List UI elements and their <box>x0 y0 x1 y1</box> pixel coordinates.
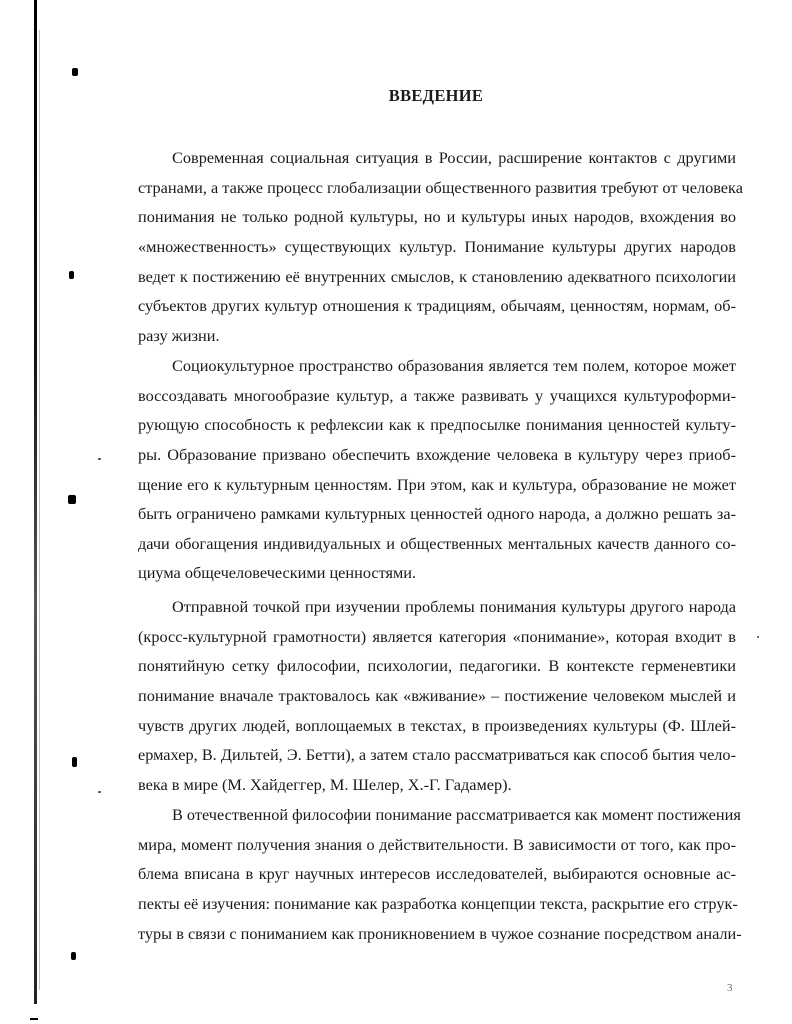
scan-edge-line <box>34 0 37 1004</box>
text-line: (кросс-культурной грамотности) является категория «понимание», которая входит в <box>138 626 736 646</box>
binding-hole-mark <box>69 271 74 279</box>
scan-speck <box>98 458 101 460</box>
binding-hole-mark <box>72 757 77 767</box>
text-line: «множественность» существующих культур. Понимание культуры других народов <box>138 236 736 256</box>
text-line: рующую способность к рефлексии как к предпосылке понимания ценностей культу- <box>138 415 736 435</box>
text-line: мира, момент получения знания о действительности. В зависимости от того, как про- <box>138 834 736 854</box>
text-line: понимание вначале трактовалось как «вживание» – постижение человеком мыслей и <box>138 685 736 705</box>
text-line: щение его к культурным ценностям. При этом, как и культура, образование не может <box>138 474 736 494</box>
scan-edge-mark <box>30 1018 38 1020</box>
text-line: разу жизни. <box>138 325 220 345</box>
text-line: ермахер, В. Дильтей, Э. Бетти), а затем стало рассматриваться как способ бытия чело- <box>138 745 736 765</box>
text-line: понятийную сетку философии, психологии, педагогики. В контексте герменевтики <box>138 656 736 676</box>
text-line: циума общечеловеческими ценностями. <box>138 563 417 583</box>
binding-hole-mark <box>71 952 76 960</box>
binding-hole-mark <box>68 495 76 504</box>
paragraph-1 <box>138 143 743 350</box>
paragraph-3 <box>138 592 736 799</box>
text-line: Социокультурное пространство образования является тем полем, которое может <box>172 356 736 375</box>
scan-speck <box>98 791 101 793</box>
text-line: быть ограничено рамками культурных ценностей одного народа, а должно решать за- <box>138 504 736 524</box>
text-line: Современная социальная ситуация в России, расширение контактов с другими <box>172 148 736 167</box>
text-line: странами, а также процесс глобализации общественного развития требуют от человека <box>138 177 743 197</box>
text-line: дачи обогащения индивидуальных и общественных ментальных качеств данного со- <box>138 533 736 553</box>
text-line: субъектов других культур отношения к традициям, обычаям, ценностям, нормам, об- <box>138 296 736 316</box>
page-title: ВВЕДЕНИЕ <box>388 86 484 105</box>
text-line: понимания не только родной культуры, но и культуры иных народов, вхождения во <box>138 207 736 227</box>
text-line: ры. Образование призвано обеспечить вхождение человека в культуру через приоб- <box>138 444 736 464</box>
text-line: Отправной точкой при изучении проблемы понимания культуры другого народа <box>172 597 736 616</box>
text-line: туры в связи с пониманием как проникновением в чужое сознание посредством анали- <box>138 923 742 943</box>
text-line: пекты её изучения: понимание как разработка концепции текста, раскрытие его струк- <box>138 893 738 913</box>
text-line: В отечественной философии понимание рассматривается как момент постижения <box>172 805 741 824</box>
text-line: ведет к постижению её внутренних смыслов, к становлению адекватного психологии <box>138 266 736 286</box>
paragraph-4 <box>138 800 742 948</box>
scan-speck <box>757 636 759 638</box>
scan-edge-shadow <box>39 30 40 990</box>
text-line: века в мире (М. Хайдеггер, М. Шелер, Х.-Г. Гадамер). <box>138 774 512 794</box>
text-line: блема вписана в круг научных интересов исследователей, выбираются основные ас- <box>138 864 736 884</box>
binding-hole-mark <box>72 68 78 76</box>
text-line: чувств других людей, воплощаемых в текстах, в произведениях культуры (Ф. Шлей- <box>138 715 736 735</box>
paragraph-2 <box>138 351 736 588</box>
text-line: воссоздавать многообразие культур, а также развивать у учащихся культуроформи- <box>138 385 736 405</box>
page-number: 3 <box>727 982 733 994</box>
